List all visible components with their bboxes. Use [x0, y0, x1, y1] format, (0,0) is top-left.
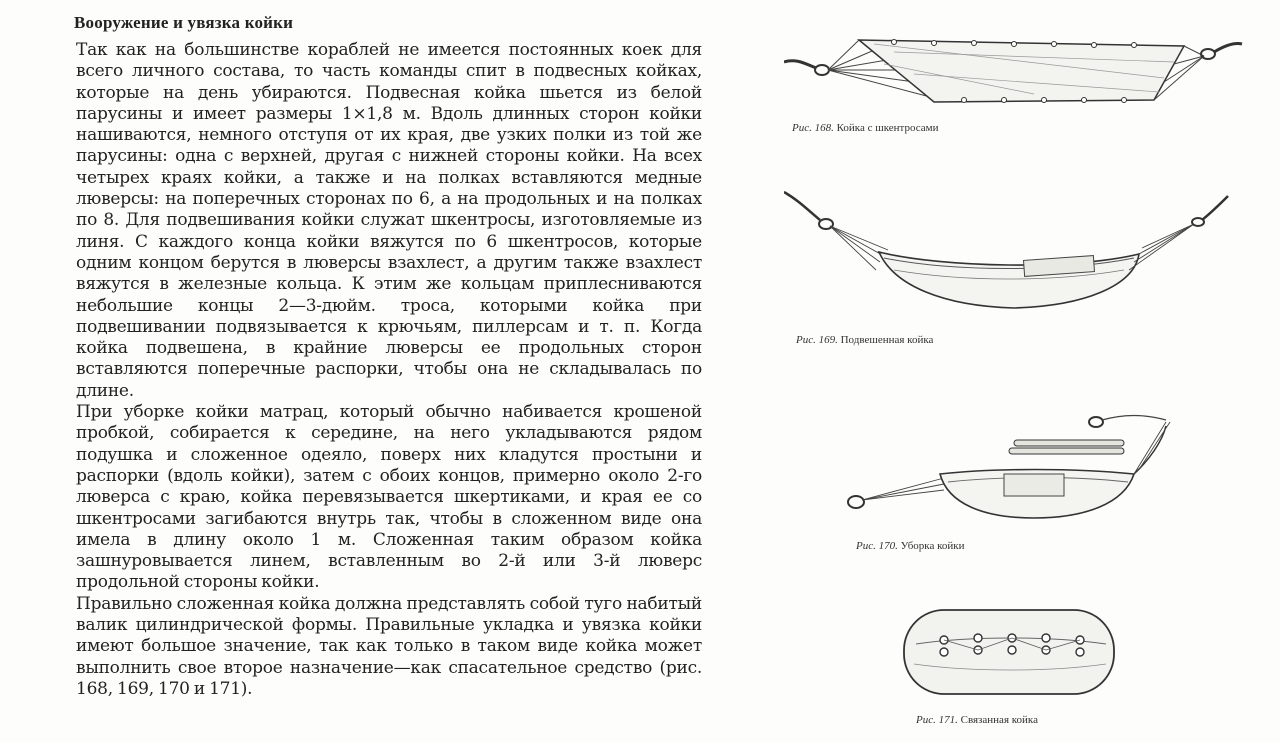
caption-169	[796, 334, 933, 346]
caption-169-number: Рис. 169.	[796, 334, 838, 346]
caption-168-text: Койка с шкентросами	[836, 122, 939, 134]
caption-171-text: Связанная койка	[960, 714, 1038, 726]
section-heading: Вооружение и увязка койки	[74, 13, 294, 32]
paragraph-2: При уборке койки матрац, который обычно набивается крошеной пробкой, собирается к середине, на него укладываются рядом подушка и сложенное одеяло, поверх них кладутся простыни и распорки (вдоль койки), затем с обоих концов, примерно около 2-го люверса с краю, койка перевязывается шкертиками, и края ее со шкентросами загибаются внутрь так, чтобы в сложенном виде она имела в длину около 1 м. Сложенная таким образом койка зашнуровывается линем, вставленным во 2-й или 3-й люверс продольной стороны койки.	[76, 402, 702, 593]
caption-170-number: Рис. 170.	[856, 540, 898, 552]
caption-170-text: Уборка койки	[900, 540, 965, 552]
paragraph-1: Так как на большинстве кораблей не имеется постоянных коек для всего личного состава, то часть команды спит в подвесных койках, которые на день убираются. Подвесная койка шьется из белой парусины и имеет размеры 1×1,8 м. Вдоль длинных сторон койки нашиваются, немного отступя от их края, две узких полки из той же парусины: одна с верхней, другая с нижней стороны койки. На всех четырех краях койки, а также и на полках вставляются медные люверсы: на поперечных сторонах по 6, а на продольных и на полках по 8. Для подвешивания койки служат шкентросы, изготовляемые из линя. С каждого конца койки вяжутся по 6 шкентросов, которые одним концом берутся в люверсы взахлест, а другим также взахлест вяжутся в железные кольца. К этим же кольцам приплесниваются небольшие концы 2—3-дюйм. троса, которыми койка при подвешивании подвязывается к крючьям, пиллерсам и т. п. Когда койка подвешена, в крайние люверсы ее продольных сторон вставляются поперечные распорки, чтобы она не складывалась по длине.	[76, 40, 702, 401]
caption-171-number: Рис. 171.	[916, 714, 958, 726]
figure-168-hammock-with-clews	[784, 34, 1244, 114]
caption-169-text: Подвешенная койка	[840, 334, 934, 346]
caption-170	[856, 540, 965, 552]
figure-169-suspended-hammock	[784, 190, 1234, 320]
caption-168-number: Рис. 168.	[792, 122, 834, 134]
caption-168	[792, 122, 939, 134]
figure-171-lashed-hammock	[900, 604, 1120, 700]
article-text	[76, 12, 702, 700]
figure-170-rolling-hammock	[844, 412, 1184, 522]
paragraph-3: Правильно сложенная койка должна представлять собой туго набитый валик цилиндрической формы. Правильные укладка и увязка койки имеют большое значение, так как только в таком виде койка может выполнить свое второе назначение—как спасательное средство (рис. 168, 169, 170 и 171).	[76, 593, 702, 699]
caption-171	[916, 714, 1038, 726]
